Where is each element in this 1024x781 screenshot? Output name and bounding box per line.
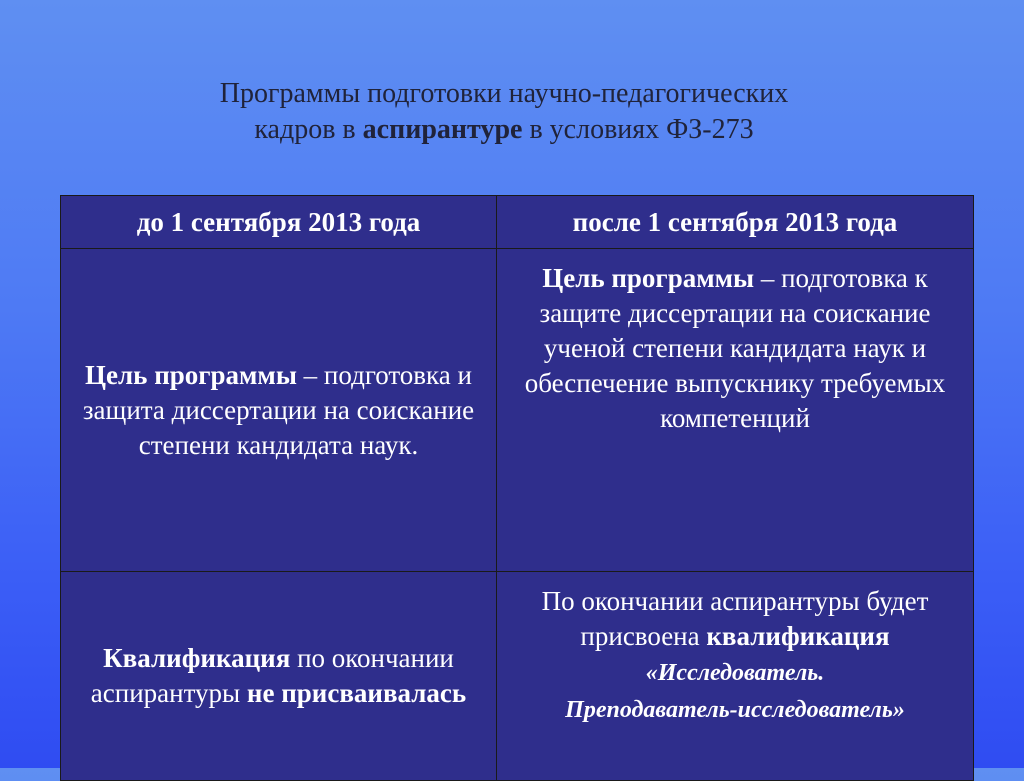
goal-before-text: – подготовка и защита диссертации на соискание степени кандидата наук. [82, 359, 475, 460]
qual-after-quote-2: Преподаватель-исследователь» [565, 697, 905, 723]
qual-before-bold-2: не присваивалась [246, 678, 467, 708]
goal-before-cell [61, 249, 497, 572]
qual-after-quote-1: «Исследователь. [645, 660, 825, 686]
qual-after-cell [497, 572, 974, 781]
title-line-2-post: в условиях ФЗ-273 [522, 114, 754, 145]
header-before: до 1 сентября 2013 года [61, 196, 497, 249]
qualification-row [61, 572, 974, 781]
title-line-2-pre: кадров в [254, 114, 363, 145]
goal-after-cell [497, 249, 974, 572]
qual-after-bold: квалификация [706, 621, 890, 651]
goal-before-bold: Цель программы [85, 359, 297, 390]
qual-before-bold-1: Квалификация [103, 643, 291, 673]
qual-before-text: по окончании аспирантуры [90, 643, 454, 708]
header-after: после 1 сентября 2013 года [497, 196, 974, 249]
comparison-table [60, 195, 974, 781]
qual-before-cell [61, 572, 497, 781]
title-line-2-bold: аспирантуре [362, 114, 523, 145]
goal-after-text: – подготовка к защите диссертации на соискание ученой степени кандидата наук и обеспечение выпускнику требуемых компетенций [524, 263, 946, 433]
title-line-1: Программы подготовки научно-педагогических [219, 78, 789, 109]
header-row [61, 196, 974, 249]
goal-after-bold: Цель программы [542, 263, 755, 293]
qual-after-text: По окончании аспирантуры будет присвоена [541, 586, 929, 651]
slide-title [100, 76, 908, 148]
goal-row [61, 249, 974, 572]
